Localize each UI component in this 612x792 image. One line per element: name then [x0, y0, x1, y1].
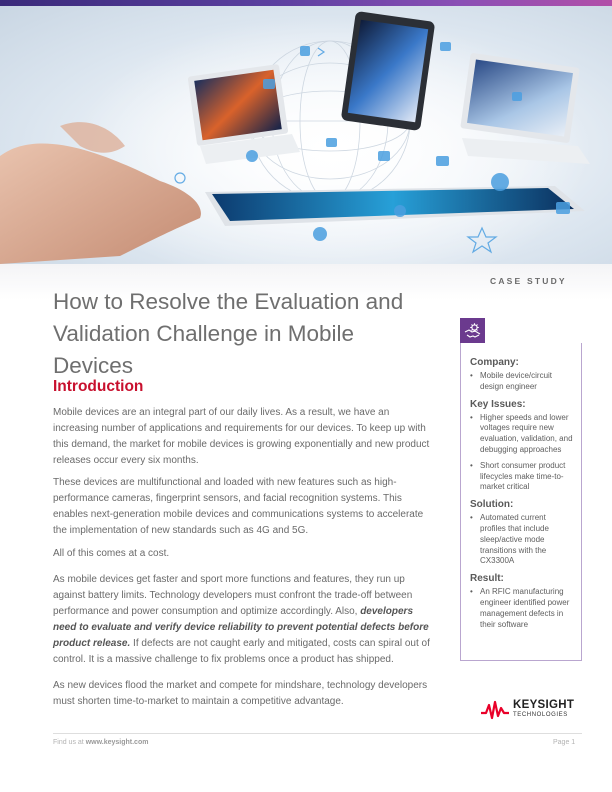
handshake-gear-icon: [460, 318, 485, 343]
key-issue-item: • Short consumer product lifecycles make time-to-market critical: [470, 461, 573, 493]
intro-paragraph-4-part-a: As mobile devices get faster and sport more functions and features, they run up against battery limits. Technology developers must confront the trade-off between performance and power consumption and optimize accordingly. Also,: [53, 574, 413, 617]
solution-item: • Automated current profiles that include sleep/active mode transitions with the CX3300A: [470, 513, 573, 567]
intro-paragraph-2: These devices are multifunctional and loaded with new features such as high-performance cameras, fingerprint sensors, and facial recognition systems. This enables next-generation mobile devices and communications systems to accelerate the implementation of new standards such as 4G and 5G.: [53, 477, 424, 536]
footer-prefix: Find us at: [53, 739, 86, 746]
footer-website-link[interactable]: www.keysight.com: [85, 739, 149, 746]
keysight-logo: [480, 697, 590, 723]
intro-paragraph-3: All of this comes at a cost.: [53, 548, 170, 559]
keysight-wave-icon: [480, 699, 510, 721]
hero-image: [0, 6, 612, 264]
intro-paragraph-4-emphasis: developers need to evaluate and verify device reliability to prevent potential defects before product release.: [53, 606, 429, 649]
solution-heading: Solution:: [470, 499, 514, 511]
introduction-heading: Introduction: [53, 378, 144, 395]
page-number: Page 1: [553, 739, 576, 746]
result-heading: Result:: [470, 573, 504, 585]
footer-divider: [53, 733, 582, 734]
result-item: • An RFIC manufacturing engineer identified power management defects in their software: [470, 587, 573, 630]
key-issue-item: • Higher speeds and lower voltages require new evaluation, validation, and debugging approaches: [470, 413, 573, 456]
logo-subtitle: TECHNOLOGIES: [513, 712, 568, 718]
intro-paragraph-4: [53, 572, 433, 668]
case-study-summary-sidebar: [460, 343, 582, 661]
intro-paragraph-5: As new devices flood the market and compete for mindshare, technology developers must shorten time-to-market to maintain a competitive advantage.: [53, 680, 428, 707]
document-type-label: CASE STUDY: [490, 276, 567, 286]
intro-paragraph-1: Mobile devices are an integral part of our daily lives. As a result, we have an increasing number of applications and requirements for our devices. To keep up with this demand, the market for mobile devices is growing exponentially and new product releases occur every six months.: [53, 407, 430, 466]
key-issues-heading: Key Issues:: [470, 398, 526, 410]
footer-website: [53, 739, 148, 746]
intro-paragraph-4-part-b: If defects are not caught early and mitigated, costs can spiral out of control. It is a massive challenge to fix problems once a product has shipped.: [53, 638, 430, 665]
company-item: • Mobile device/circuit design engineer: [470, 371, 573, 393]
company-heading: Company:: [470, 357, 519, 368]
logo-wordmark: KEYSIGHT: [513, 699, 575, 711]
document-title: How to Resolve the Evaluation and Validation Challenge in Mobile Devices: [53, 289, 404, 378]
